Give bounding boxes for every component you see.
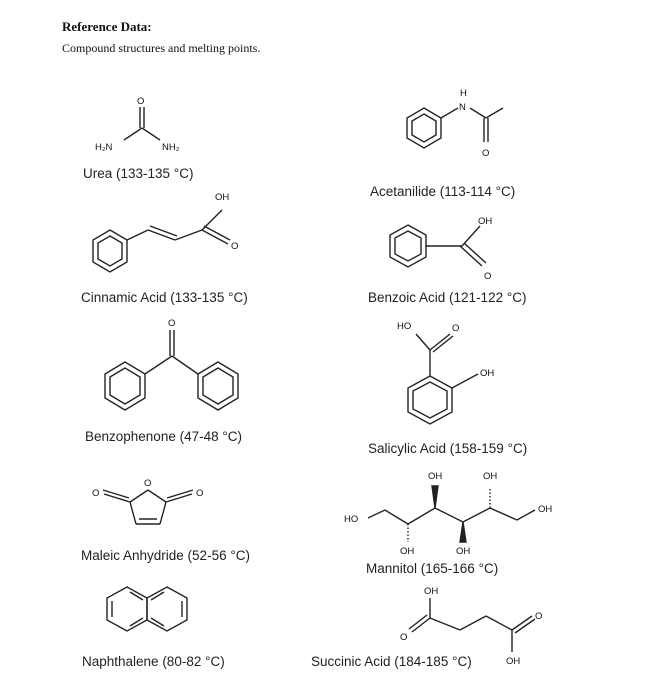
caption-salicylic-acid: Salicylic Acid (158-159 °C) (368, 441, 528, 456)
atom-label: OH (456, 546, 471, 557)
atom-label: H₂N (95, 142, 113, 153)
atom-label: OH (480, 368, 495, 379)
atom-label: OH (483, 471, 498, 482)
salicylic-acid-structure (397, 321, 494, 424)
caption-cinnamic-acid: Cinnamic Acid (133-135 °C) (81, 290, 248, 305)
atom-label: O (452, 323, 460, 334)
page-subtitle: Compound structures and melting points. (62, 41, 261, 55)
atom-label: O (484, 271, 492, 282)
atom-label: O (400, 632, 408, 643)
caption-maleic-anhydride: Maleic Anhydride (52-56 °C) (81, 548, 250, 563)
atom-label: H (460, 88, 467, 99)
atom-label: OH (215, 192, 230, 203)
atom-label: O (535, 611, 543, 622)
atom-label: O (144, 478, 152, 489)
atom-label: OH (478, 216, 493, 227)
atom-label: O (231, 241, 239, 252)
mannitol-structure (344, 471, 552, 557)
caption-urea: Urea (133-135 °C) (83, 166, 194, 181)
atom-label: HO (397, 321, 412, 332)
atom-label: N (459, 102, 466, 113)
caption-benzophenone: Benzophenone (47-48 °C) (85, 429, 243, 444)
caption-benzoic-acid: Benzoic Acid (121-122 °C) (368, 290, 527, 305)
benzoic-acid-structure (390, 216, 492, 282)
benzophenone-structure (105, 318, 238, 410)
atom-label: OH (506, 656, 521, 667)
atom-label: OH (538, 504, 553, 515)
maleic-anhydride-structure (92, 478, 203, 524)
urea-structure (95, 96, 180, 153)
atom-label: OH (424, 586, 439, 597)
naphthalene-structure (107, 587, 187, 631)
atom-label: HO (344, 514, 359, 525)
caption-naphthalene: Naphthalene (80-82 °C) (82, 654, 225, 669)
caption-acetanilide: Acetanilide (113-114 °C) (370, 184, 516, 199)
cinnamic-acid-structure (93, 192, 238, 272)
atom-label: NH₂ (162, 142, 180, 153)
atom-label: O (168, 318, 176, 329)
caption-succinic-acid: Succinic Acid (184-185 °C) (311, 654, 472, 669)
page-title: Reference Data: (62, 19, 152, 34)
acetanilide-structure (407, 88, 503, 159)
atom-label: O (196, 488, 204, 499)
atom-label: O (482, 148, 490, 159)
atom-label: OH (428, 471, 443, 482)
atom-label: OH (400, 546, 415, 557)
atom-label: O (137, 96, 145, 107)
atom-label: O (92, 488, 100, 499)
caption-mannitol: Mannitol (165-166 °C) (366, 561, 499, 576)
